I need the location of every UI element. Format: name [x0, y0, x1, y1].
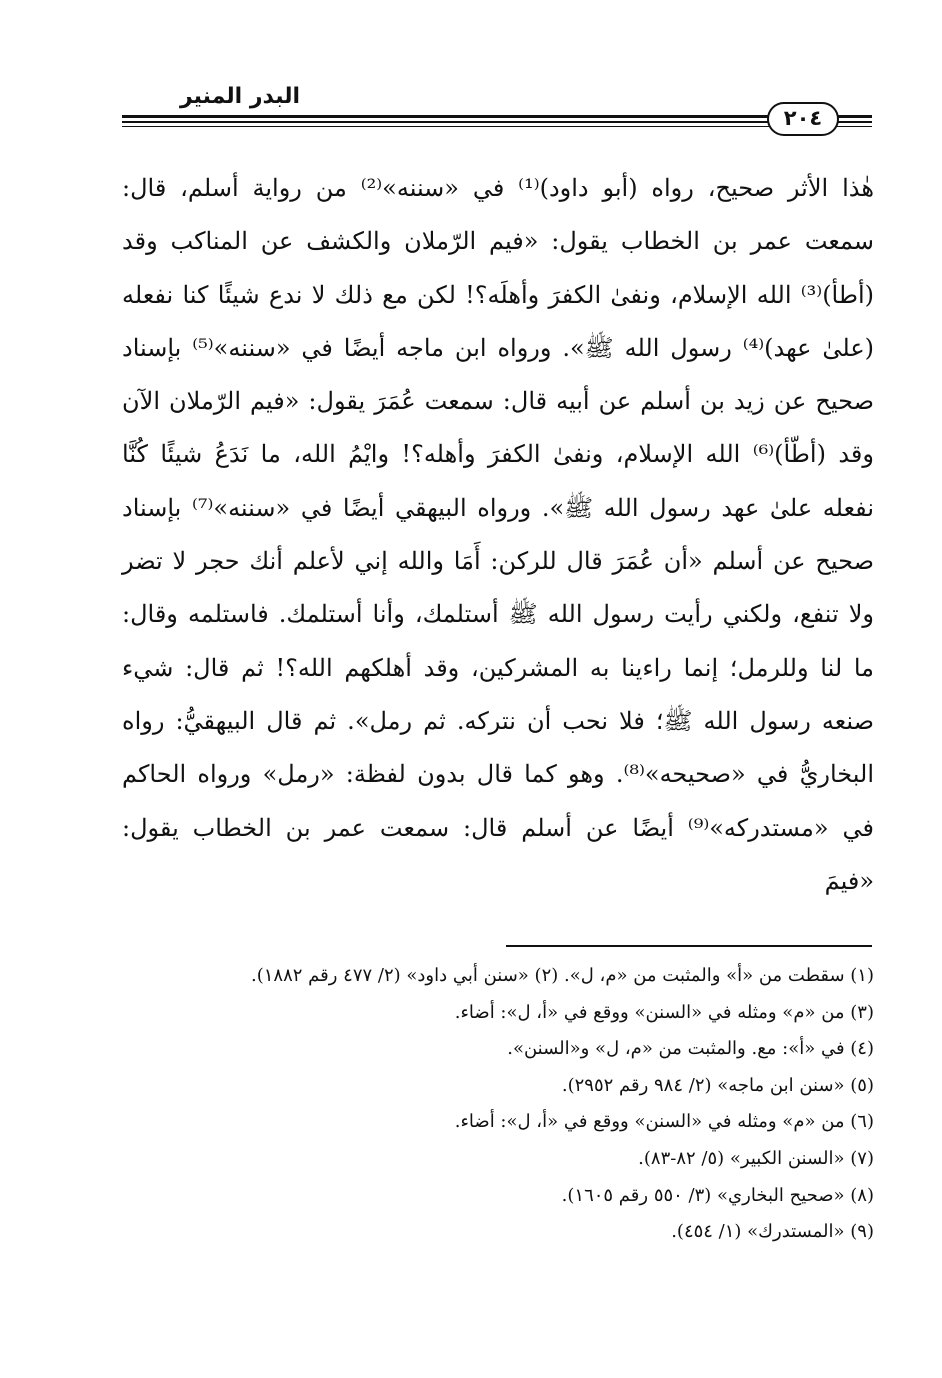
footnote: (٦) من «م» ومثله في «السنن» ووقع في «أ، ل»: أضاء.: [454, 1111, 874, 1133]
header-rule: [122, 126, 872, 127]
footnote: (٣) من «م» ومثله في «السنن» ووقع في «أ، ل»: أضاء.: [454, 1001, 874, 1023]
footnotes-list: [122, 958, 874, 1251]
footnote: (٤) في «أ»: مع. والمثبت من «م، ل» و«السنن».: [507, 1038, 874, 1060]
footnote: (٧) «السنن الكبير» (٥/ ٨٢-٨٣).: [638, 1147, 874, 1169]
header-rule: [122, 121, 872, 123]
footnote: (١) سقطت من «أ» والمثبت من «م، ل». (٢) «سنن أبي داود» (٢/ ٤٧٧ رقم ١٨٨٢).: [251, 965, 874, 986]
header-rule: [122, 115, 872, 118]
footnote-separator: [506, 945, 872, 947]
running-title: البدر المنير: [179, 84, 300, 109]
body-paragraph: هٰذا الأثر صحيح، رواه (أبو داود)⁽¹⁾ في «سننه»⁽²⁾ من رواية أسلم، قال: سمعت عمر بن الخطاب يقول: «فيم الرّملان والكشف عن المناكب وقد (أطأ)⁽³⁾ الله الإسلام، ونفىٰ الكفرَ وأهلَه؟! لكن مع ذلك لا ندع شيئًا كنا نفعله (علىٰ عهد)⁽⁴⁾ رسول الله ﷺ». ورواه ابن ماجه أيضًا في «سننه»⁽⁵⁾ بإسناد صحيح عن زيد بن أسلم عن أبيه قال: سمعت عُمَرَ يقول: «فيم الرّملان الآن وقد (أطّأ)⁽⁶⁾ الله الإسلام، ونفىٰ الكفرَ وأهله؟! وايْمُ الله، ما نَدَعُ شيئًا كُنَّا نفعله علىٰ عهد رسول الله ﷺ». ورواه البيهقي أيضًا في «سننه»⁽⁷⁾ بإسناد صحيح عن أسلم «أن عُمَرَ قال للركن: أَمَا والله إني لأعلم أنك حجر لا تضر ولا تنفع، ولكني رأيت رسول الله ﷺ أستلمك، وأنا أستلمك. فاستلمه وقال: ما لنا وللرمل؛ إنما راءينا به المشركين، وقد أهلكهم الله؟! ثم قال: شيء صنعه رسول الله ﷺ؛ فلا نحب أن نتركه. ثم رمل». ثم قال البيهقيُّ: رواه البخاريُّ في «صحيحه»⁽⁸⁾. وهو كما قال بدون لفظة: «رمل» ورواه الحاكم في «مستدركه»⁽⁹⁾ أيضًا عن أسلم قال: سمعت عمر بن الخطاب يقول: «فيمَ: [122, 174, 875, 895]
footnote: (٨) «صحيح البخاري» (٣/ ٥٥٠ رقم ١٦٠٥).: [561, 1184, 874, 1206]
footnote: (٥) «سنن ابن ماجه» (٢/ ٩٨٤ رقم ٢٩٥٢).: [561, 1074, 874, 1096]
page-number: ٢٠٤: [767, 102, 839, 136]
footnote: (٩) «المستدرك» (١/ ٤٥٤).: [671, 1221, 874, 1243]
main-text: [122, 162, 874, 908]
